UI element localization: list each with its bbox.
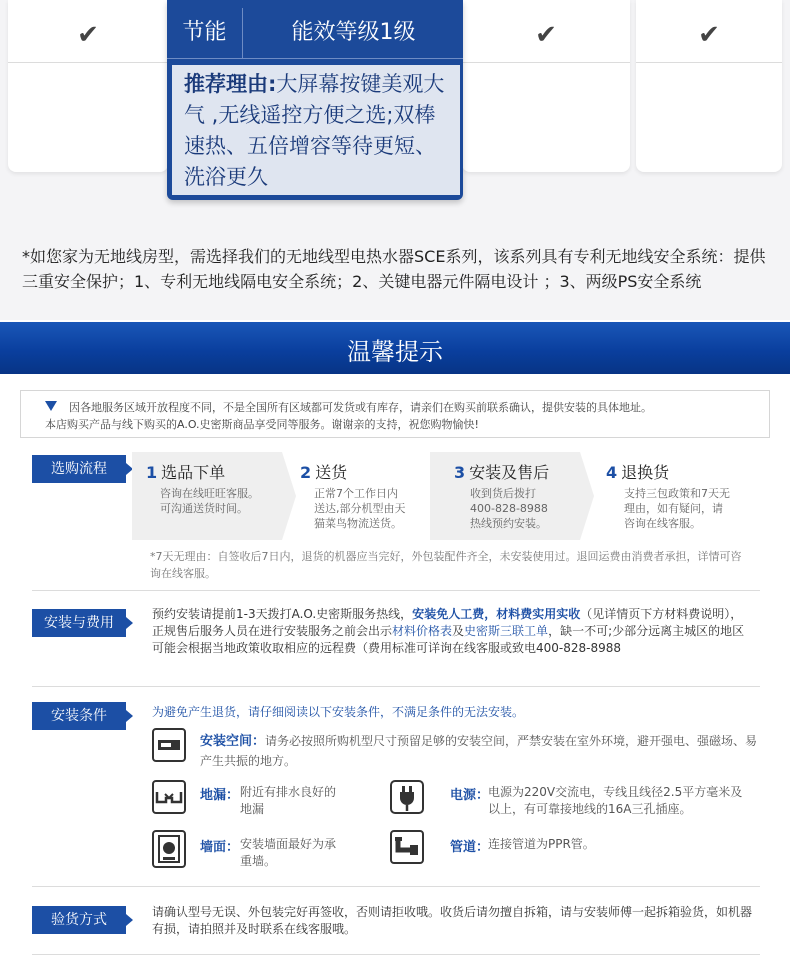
tips-banner <box>0 322 790 374</box>
inspection-label: 验货方式 <box>32 906 126 934</box>
energy-row-label: 节能 <box>167 8 243 58</box>
step-desc: 可沟通送货时间。 <box>160 502 248 515</box>
step-desc: 热线预约安装。 <box>470 517 547 530</box>
recommend-reason-text: 大屏幕按键美观大气 ,无线遥控方便之选;双棒速热、五倍增容等待更短、洗浴更久 <box>184 72 445 189</box>
flow-step-4 <box>592 452 762 540</box>
step-desc: 猫菜鸟物流送货。 <box>314 517 402 530</box>
divider <box>32 886 760 887</box>
pipe-icon <box>390 830 424 864</box>
drain-title: 地漏： <box>200 788 240 803</box>
step-number: 3 <box>454 463 466 482</box>
step-desc: 收到货后拨打 <box>470 487 536 500</box>
notice-line-1: 因各地服务区域开放程度不同，不是全国所有区域都可发货或有库存，请亲们在购买前联系确认，提供安装的具体地址。 <box>69 401 652 414</box>
step-number: 2 <box>300 463 312 482</box>
comparison-area <box>0 0 790 320</box>
divider <box>32 954 760 955</box>
power-plug-icon <box>390 780 424 814</box>
step-desc: 理由，如有疑问，请 <box>624 502 723 515</box>
divider <box>32 686 760 687</box>
compare-column-right <box>462 0 630 172</box>
step-title: 送货 <box>315 463 348 482</box>
banner-title: 温馨提示 <box>347 338 443 366</box>
step-number: 1 <box>146 463 158 482</box>
install-fee-text: 预约安装请提前1-3天拨打A.O.史密斯服务热线，安装免人工费，材料费实用实收（见详情页下方材料费说明），正规售后服务人员在进行安装服务之前会出示材料价格表及史密斯三联工单，缺一不可;少部分远离主城区的地区可能会根据当地政策收取相应的远程费（费用标准可详询在线客服或致电400-828-8988 <box>152 607 745 655</box>
step-desc: 支持三包政策和7天无 <box>624 487 730 500</box>
step-desc: 咨询在线客服。 <box>624 517 701 530</box>
power-title: 电源： <box>450 788 490 803</box>
wall-icon <box>152 830 186 868</box>
compare-column-left <box>8 0 168 172</box>
step-title: 选品下单 <box>161 463 226 482</box>
purchase-flow-label: 选购流程 <box>32 455 126 483</box>
condition-space: 安装空间：请务必按照所购机型尺寸预留足够的安装空间，严禁安装在室外环境，避开强电、强磁场、易产生共振的地方。 <box>200 734 758 768</box>
step-number: 4 <box>606 463 618 482</box>
pipe-title: 管道： <box>450 840 490 855</box>
divider <box>32 590 760 591</box>
energy-row-value: 能效等级1级 <box>291 20 416 45</box>
notice-line-2: 本店购买产品与线下购买的A.O.史密斯商品享受同等服务。谢谢亲的支持，祝您购物愉快! <box>45 418 479 431</box>
step-desc: 咨询在线旺旺客服。 <box>160 487 259 500</box>
wall-text: 安装墙面最好为承重墙。 <box>240 837 337 868</box>
recommend-reason <box>172 65 460 195</box>
install-fee-label: 安装与费用 <box>32 609 126 637</box>
install-conditions-label: 安装条件 <box>32 702 126 730</box>
check-icon: ✔ <box>698 20 720 50</box>
step-desc: 送达,部分机型由天 <box>314 502 406 515</box>
notice-box <box>20 390 770 438</box>
conditions-lead: 为避免产生退货，请仔细阅读以下安装条件，不满足条件的无法安装。 <box>152 705 525 719</box>
warning-triangle-icon <box>45 401 57 411</box>
step-desc: 正常7个工作日内 <box>314 487 398 500</box>
flow-step-1 <box>132 452 282 540</box>
seven-day-note: *7天无理由：自签收后7日内，退货的机器应当完好，外包装配件齐全，未安装使用过。退回运费由消费者承担，详情可咨询在线客服。 <box>150 550 742 580</box>
flow-step-2 <box>286 452 426 540</box>
recommend-reason-label: 推荐理由: <box>184 72 277 96</box>
inspection-text: 请确认型号无误、外包装完好再签收，否则请拒收哦。收货后请勿擅自拆箱，请与安装师傅一起拆箱验货，如机器有损，请拍照并及时联系在线客服哦。 <box>152 905 753 936</box>
step-desc: 400-828-8988 <box>470 502 548 515</box>
water-heater-icon <box>152 728 186 762</box>
wall-title: 墙面： <box>200 840 240 855</box>
compare-column-far-right <box>636 0 782 172</box>
drain-text: 附近有排水良好的地漏 <box>240 785 337 816</box>
power-text: 电源为220V交流电，专线且线径2.5平方毫米及以上，有可靠接地线的16A三孔插座。 <box>488 785 743 816</box>
floor-drain-icon <box>152 780 186 814</box>
pipe-text: 连接管道为PPR管。 <box>488 837 595 851</box>
check-icon: ✔ <box>535 20 557 50</box>
no-ground-note: *如您家为无地线房型，需选择我们的无地线型电热水器SCE系列，该系列具有专利无地线安全系统：提供三重安全保护；1、专利无地线隔电安全系统；2、关键电器元件隔电设计 ；3、两级PS安全系统 <box>22 247 766 291</box>
step-title: 安装及售后 <box>469 463 550 482</box>
check-icon: ✔ <box>77 20 99 50</box>
flow-step-3 <box>430 452 580 540</box>
step-title: 退换货 <box>621 463 670 482</box>
